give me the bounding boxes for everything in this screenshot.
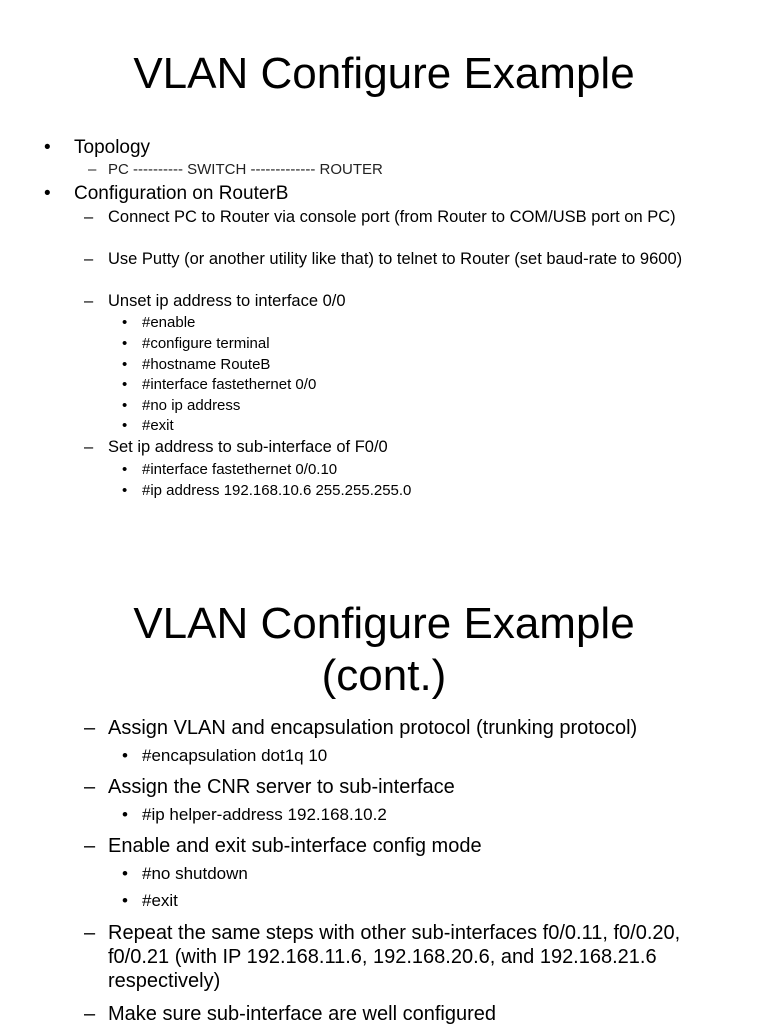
cmd-encapsulation: #encapsulation dot1q 10 [142, 746, 328, 765]
cmd-ip-address: #ip address 192.168.10.6 255.255.255.0 [142, 482, 412, 499]
step-set: Set ip address to sub-interface of F0/0 [108, 438, 388, 456]
dash-marker: – [84, 717, 96, 739]
step-unset: Unset ip address to interface 0/0 [108, 292, 346, 310]
cmd-interface: #interface fastethernet 0/0 [142, 376, 317, 393]
cmd-exit: #exit [142, 417, 174, 434]
dash-marker: – [88, 161, 97, 178]
dash-marker: – [84, 292, 94, 310]
topology-line: PC ---------- SWITCH ------------- ROUTER [108, 161, 383, 178]
dash-marker: – [84, 922, 96, 944]
topology-label: Topology [74, 137, 151, 158]
dash-marker: – [84, 250, 94, 268]
bullet-marker: • [122, 397, 128, 414]
cmd-no-shutdown: #no shutdown [142, 864, 248, 883]
step-connect: Connect PC to Router via console port (from Router to COM/USB port on PC) [108, 208, 676, 226]
bullet-marker: • [122, 482, 128, 499]
bullet-marker: • [122, 335, 128, 352]
step-make-sure: Make sure sub-interface are well configured [108, 1003, 496, 1024]
cmd-interface-sub: #interface fastethernet 0/0.10 [142, 461, 338, 478]
dash-marker: – [84, 438, 94, 456]
bullet-marker: • [122, 746, 128, 765]
step-putty: Use Putty (or another utility like that) to telnet to Router (set baud-rate to 9600) [108, 250, 683, 268]
dash-marker: – [84, 208, 94, 226]
cmd-enable: #enable [142, 314, 196, 331]
cmd-exit: #exit [142, 891, 178, 910]
cmd-configure-terminal: #configure terminal [142, 335, 270, 352]
slide-1-title: VLAN Configure Example [133, 49, 635, 98]
bullet-marker: • [44, 183, 51, 204]
slide-2-title-line2: (cont.) [321, 651, 447, 700]
bullet-marker: • [122, 805, 128, 824]
slide-2-title-line1: VLAN Configure Example [133, 599, 635, 648]
dash-marker: – [84, 1003, 96, 1024]
bullet-marker: • [122, 356, 128, 373]
slide-2-title [0, 600, 768, 700]
step-assign-vlan: Assign VLAN and encapsulation protocol (trunking protocol) [108, 717, 638, 739]
cmd-hostname: #hostname RouteB [142, 356, 271, 373]
bullet-marker: • [122, 864, 128, 883]
config-label: Configuration on RouterB [74, 183, 289, 204]
bullet-marker: • [122, 376, 128, 393]
slide-2 [0, 580, 768, 1024]
cmd-helper-address: #ip helper-address 192.168.10.2 [142, 805, 387, 824]
step-enable-exit: Enable and exit sub-interface config mode [108, 835, 482, 857]
dash-marker: – [84, 835, 96, 857]
bullet-marker: • [122, 314, 128, 331]
bullet-marker: • [44, 137, 51, 158]
dash-marker: – [84, 776, 96, 798]
step-assign-cnr: Assign the CNR server to sub-interface [108, 776, 455, 798]
step-repeat: Repeat the same steps with other sub-interfaces f0/0.11, f0/0.20, f0/0.21 (with IP 192.168.11.6, 192.168.20.6, and 192.168.21.6 respectively) [108, 922, 681, 992]
bullet-marker: • [122, 417, 128, 434]
cmd-no-ip-address: #no ip address [142, 397, 241, 414]
bullet-marker: • [122, 891, 128, 910]
bullet-marker: • [122, 461, 128, 478]
